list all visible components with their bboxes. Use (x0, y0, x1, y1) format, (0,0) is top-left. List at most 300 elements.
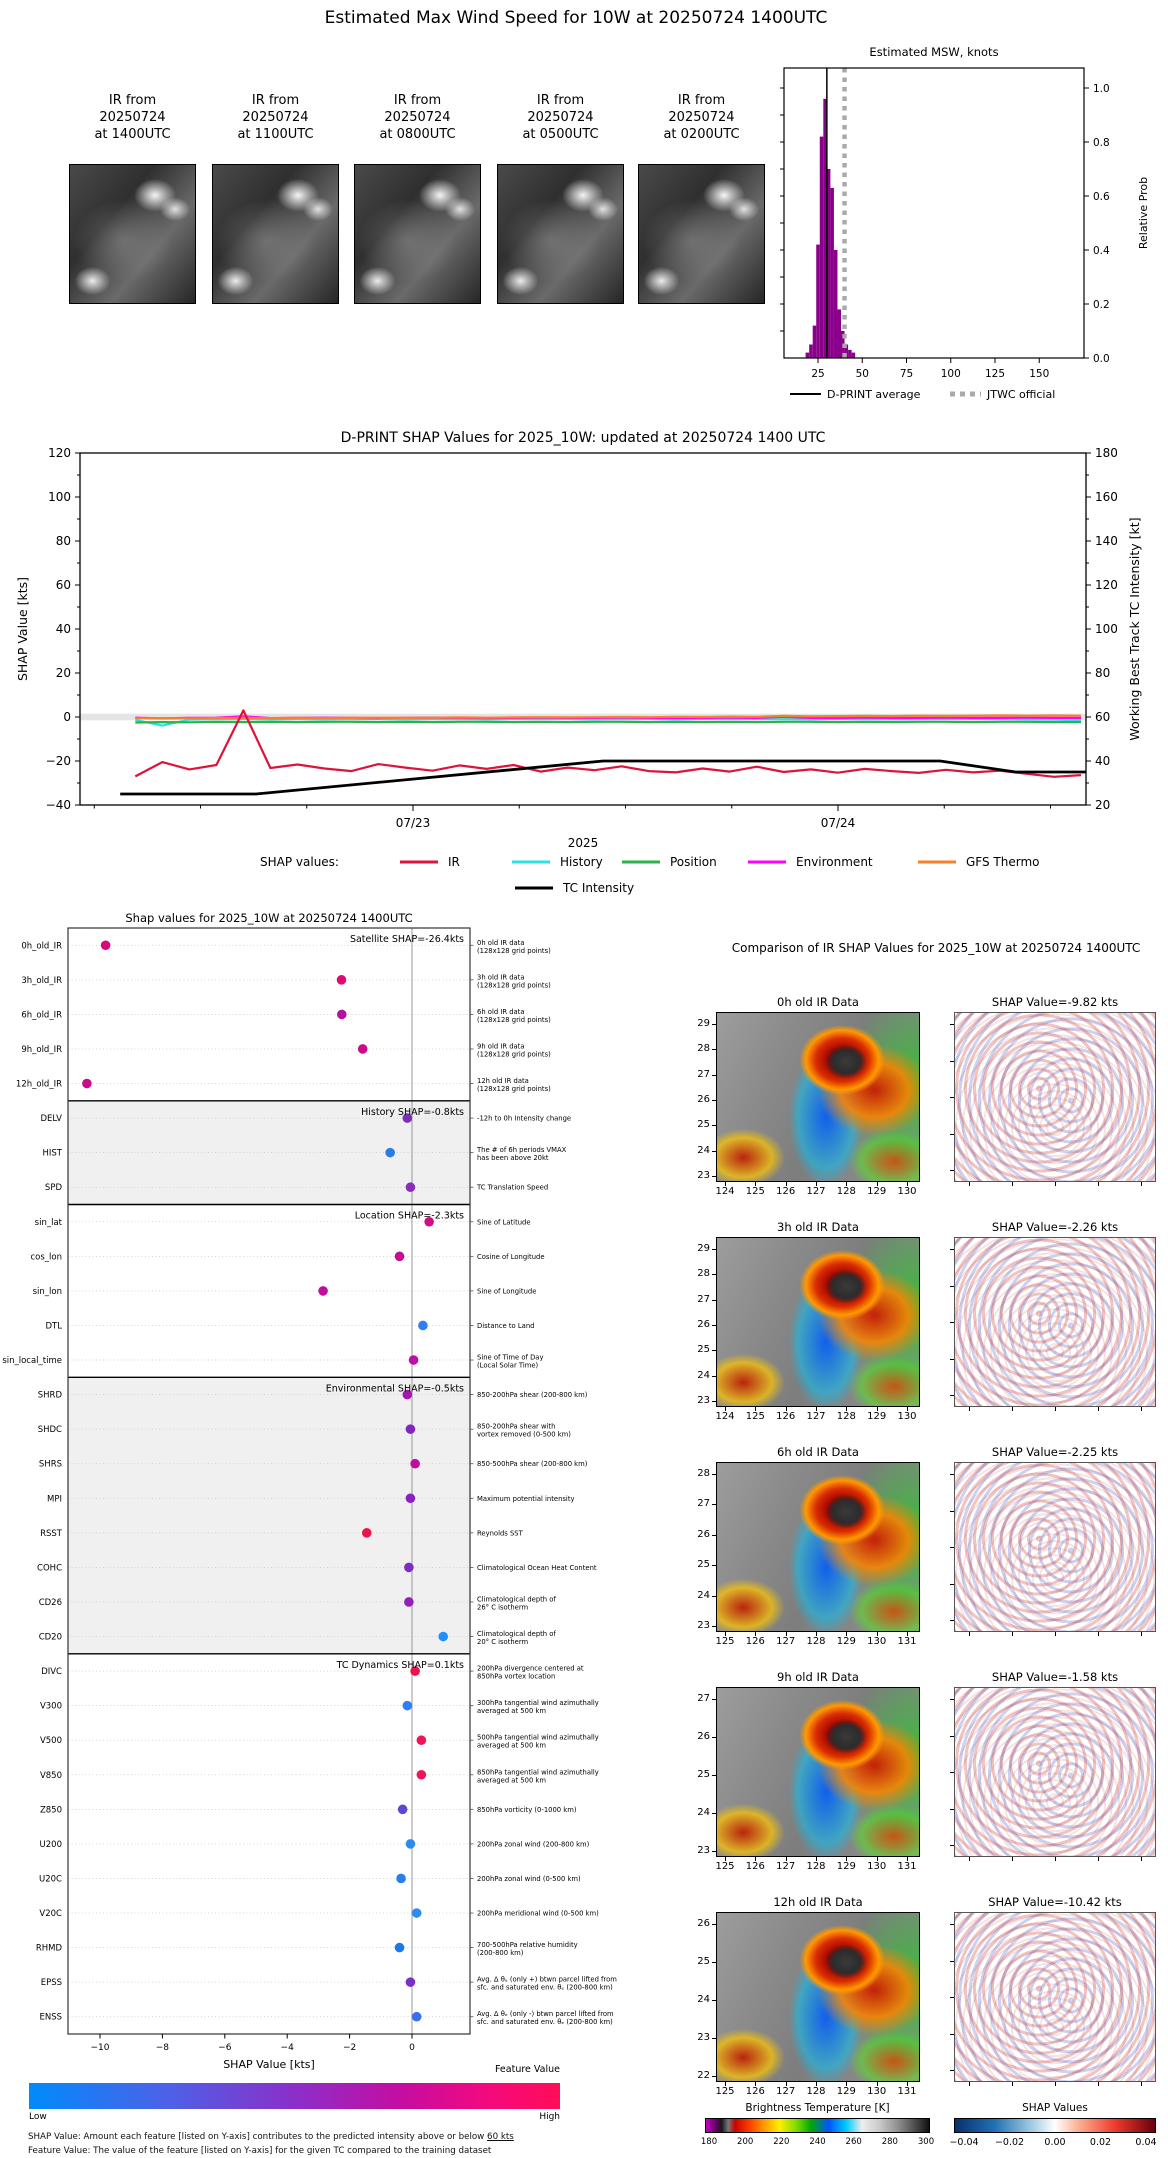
lon-tick-label: 124 (715, 1186, 735, 1197)
shap-value-panel (954, 1012, 1156, 1182)
right-tick-label: 60 (1095, 710, 1111, 724)
msw-histogram-chart (0, 0, 1168, 420)
lon-tick (725, 1632, 726, 1636)
caption-line: IR from (677, 93, 726, 108)
y-tick-label: 0.0 (1093, 353, 1110, 365)
bt-tick-label: 240 (809, 2137, 826, 2147)
feature-shap-dot (410, 1459, 420, 1469)
lon-tick-label: 128 (806, 2086, 826, 2097)
left-tick-label: 60 (55, 578, 71, 592)
lon-tick (816, 1857, 817, 1861)
shap-panel-tick (950, 1547, 954, 1548)
lon-tick-label: 125 (715, 1861, 735, 1872)
feature-description: Reynolds SST (477, 1529, 523, 1538)
caption-line: at 1100UTC (237, 127, 314, 143)
lat-tick (712, 1049, 716, 1050)
feature-description: Sine of Time of Day (477, 1353, 544, 1362)
x-tick-label: 25 (811, 368, 825, 380)
left-tick-label: −40 (45, 798, 71, 812)
shap-panel-tick (1055, 1857, 1056, 1861)
feature-label: SPD (44, 1183, 62, 1194)
feature-label: SHRD (37, 1390, 62, 1401)
left-tick-label: 80 (55, 534, 71, 548)
lon-tick (755, 1632, 756, 1636)
right-tick-label: 180 (1095, 446, 1118, 460)
ir-comparison-title: Comparison of IR SHAP Values for 2025_10W at 20250724 1400UTC (731, 941, 1141, 955)
histogram-bar (848, 350, 852, 358)
lat-tick (712, 1274, 716, 1275)
lon-tick (816, 1407, 817, 1411)
shap-panel-tick (1141, 1407, 1142, 1411)
feature-shap-dot (82, 1079, 92, 1089)
feature-shap-dot (406, 1493, 416, 1503)
feature-description: Sine of Longitude (477, 1287, 537, 1296)
feature-shap-dot (404, 1563, 414, 1573)
lat-tick-label: 25 (697, 1769, 710, 1780)
shap-panel-tick (950, 1511, 954, 1512)
shap-value-subtitle: SHAP Value=-10.42 kts (988, 1895, 1122, 1909)
histogram-bar (806, 353, 810, 358)
lon-tick-label: 131 (897, 1861, 917, 1872)
shapcb-tick-label: −0.02 (994, 2137, 1025, 2148)
lat-tick-label: 26 (697, 1918, 710, 1929)
feature-label: sin_local_time (2, 1356, 62, 1367)
legend-jtwc-label: JTWC official (987, 388, 1056, 401)
left-axis-label: SHAP Value [kts] (15, 576, 30, 682)
lon-tick (846, 1632, 847, 1636)
left-tick-label: −20 (45, 754, 71, 768)
lat-tick-label: 25 (697, 1344, 710, 1356)
x-tick-label: 75 (899, 368, 914, 380)
group-shap-annotation: TC Dynamics SHAP=0.1kts (336, 1659, 464, 1671)
shap-value-subtitle: SHAP Value=-9.82 kts (991, 995, 1119, 1009)
x-tick-label: −6 (218, 2043, 232, 2053)
ir-data-panel (716, 1012, 920, 1182)
feature-description: 850hPa tangential wind azimuthally (477, 1768, 599, 1777)
lat-tick-label: 29 (697, 1243, 710, 1254)
lat-tick-label: 26 (697, 1319, 710, 1330)
lon-tick-label: 129 (867, 1186, 887, 1197)
feature-label: ENSS (39, 2012, 62, 2023)
lat-tick-label: 28 (697, 1268, 710, 1280)
caption-line: at 0200UTC (663, 127, 740, 143)
feature-label: V500 (39, 1736, 62, 1747)
lon-tick-label: 129 (836, 2086, 856, 2097)
shap-feature-dot-plot (0, 900, 660, 2075)
feature-description: Sine of Latitude (477, 1218, 531, 1227)
feature-shap-dot (406, 1839, 416, 1849)
feature-shap-dot (438, 1632, 448, 1642)
feature-description: Cosine of Longitude (477, 1252, 545, 1261)
feature-label: 9h_old_IR (21, 1044, 62, 1055)
feature-shap-dot (417, 1735, 427, 1745)
lon-tick (725, 1857, 726, 1861)
histogram-bar (830, 188, 834, 358)
feature-shap-dot (403, 1701, 413, 1711)
shapcb-tick-label: 0.02 (1089, 2137, 1112, 2148)
feature-description: (Local Solar Time) (477, 1361, 539, 1370)
lon-tick-label: 128 (806, 1861, 826, 1872)
feature-description: vortex removed (0-500 km) (477, 1430, 571, 1439)
feature-description: 200hPa meridional wind (0-500 km) (477, 1909, 599, 1918)
lat-tick (712, 1024, 716, 1025)
lat-tick (712, 1249, 716, 1250)
feature-description: Climatological Ocean Heat Content (477, 1563, 597, 1572)
histogram-bar (809, 345, 813, 359)
feature-shap-dot (396, 1874, 406, 1884)
shap-values-colorbar (954, 2118, 1156, 2133)
histogram-bar (813, 326, 817, 358)
feature-label: sin_lon (32, 1286, 62, 1297)
lon-tick-label: 130 (897, 1186, 917, 1197)
shap-panel-tick (969, 1632, 970, 1636)
feature-shap-dot (385, 1148, 395, 1158)
feature-description: (128x128 grid points) (477, 981, 551, 990)
lat-tick-label: 23 (697, 1845, 710, 1856)
feature-value-high-label: High (539, 2112, 560, 2122)
dot-plot-title: Shap values for 2025_10W at 20250724 1400UTC (125, 911, 413, 925)
feature-shap-dot (358, 1044, 368, 1054)
left-tick-label: 0 (63, 710, 71, 724)
lon-tick-label: 125 (715, 2086, 735, 2097)
lat-tick-label: 25 (697, 1956, 710, 1967)
feature-shap-dot (406, 1977, 416, 1987)
x-tick-label: 07/24 (820, 816, 856, 830)
feature-description: Avg. Δ θₑ (only +) btwn parcel lifted from (477, 1975, 617, 1984)
shap-panel-tick (1055, 2082, 1056, 2086)
shap-panel-tick (1141, 2082, 1142, 2086)
legend-label-gfs-thermo: GFS Thermo (966, 855, 1040, 869)
histogram-title: Estimated MSW, knots (869, 45, 999, 59)
lon-tick-label: 125 (745, 1186, 765, 1197)
feature-shap-dot (417, 1770, 427, 1780)
feature-shap-dot (318, 1286, 328, 1296)
feature-label: V300 (39, 1701, 62, 1712)
shap-value-panel (954, 1462, 1156, 1632)
feature-description: Climatological depth of (477, 1630, 556, 1639)
feature-shap-dot (337, 1010, 347, 1020)
feature-description: 850-500hPa shear (200-800 km) (477, 1460, 588, 1469)
feature-description: 20° C isotherm (477, 1638, 529, 1647)
lon-tick (907, 1407, 908, 1411)
feature-description: 850hPa vorticity (0-1000 km) (477, 1805, 577, 1814)
lat-tick (712, 1151, 716, 1152)
caption-line: IR from (536, 93, 585, 108)
histogram-bar (852, 353, 856, 358)
caption-line: at 0800UTC (379, 127, 456, 143)
feature-description: The # of 6h periods VMAX (477, 1146, 567, 1155)
feature-description: 850-200hPa shear (200-800 km) (477, 1391, 588, 1400)
shap-panel-tick (950, 1997, 954, 1998)
lat-tick-label: 24 (697, 1144, 710, 1156)
lat-tick-label: 23 (697, 2032, 710, 2043)
histogram-bar (820, 137, 824, 358)
lat-tick (712, 1626, 716, 1627)
group-shap-annotation: History SHAP=-0.8kts (361, 1106, 464, 1118)
caption-line: 20250724 (99, 110, 166, 126)
lon-tick-label: 129 (836, 1861, 856, 1872)
shap-panel-tick (1098, 1182, 1099, 1186)
shap-value-footnote-text: SHAP Value: Amount each feature [listed on Y-axis] contributes to the predicted intensity above or below (28, 2132, 488, 2142)
group-shap-annotation: Location SHAP=-2.3kts (354, 1210, 464, 1222)
lat-tick (712, 1376, 716, 1377)
shap-panel-tick (1141, 1182, 1142, 1186)
shap-values-colorbar-title: SHAP Values (1022, 2102, 1088, 2114)
feature-description: averaged at 500 km (477, 1707, 546, 1716)
lon-tick-label: 126 (745, 1636, 765, 1647)
feature-label: CD20 (38, 1632, 62, 1643)
lon-tick (816, 1632, 817, 1636)
feature-label: RHMD (35, 1943, 62, 1954)
feature-description: 200hPa divergence centered at (477, 1664, 584, 1673)
shap-panel-tick (950, 1772, 954, 1773)
caption-line: 20250724 (242, 110, 309, 126)
left-tick-label: 100 (48, 490, 71, 504)
shap-timeseries-chart (0, 425, 1168, 897)
feature-label: SHDC (37, 1425, 62, 1436)
x-axis-label: 2025 (567, 836, 599, 850)
brightness-temp-colorbar-title: Brightness Temperature [K] (745, 2102, 890, 2114)
lat-tick (712, 1535, 716, 1536)
feature-description: Avg. Δ θₑ (only -) btwn parcel lifted from (477, 2010, 614, 2019)
left-tick-label: 120 (48, 446, 71, 460)
shap-panel-tick (969, 1407, 970, 1411)
x-tick-label: −4 (280, 2043, 294, 2053)
shap-panel-tick (950, 1249, 954, 1250)
lon-tick (907, 1632, 908, 1636)
right-tick-label: 40 (1095, 754, 1111, 768)
lon-tick (816, 2082, 817, 2086)
feature-label: CD26 (38, 1597, 62, 1608)
right-axis-label: Working Best Track TC Intensity [kt] (1127, 517, 1142, 741)
shap-panel-tick (1141, 1857, 1142, 1861)
shap-panel-tick (950, 1286, 954, 1287)
legend-dprint-label: D-PRINT average (827, 388, 921, 401)
x-tick-label: 50 (855, 368, 869, 380)
lat-tick (712, 1504, 716, 1505)
feature-label: V850 (39, 1770, 62, 1781)
feature-shap-dot (337, 975, 347, 985)
lon-tick-label: 131 (897, 1636, 917, 1647)
ir-data-subtitle: 6h old IR Data (777, 1445, 859, 1459)
feature-shap-dot (404, 1597, 414, 1607)
lon-tick-label: 127 (806, 1411, 826, 1422)
shap-panel-tick (950, 2070, 954, 2071)
lon-tick (846, 1407, 847, 1411)
feature-label: HIST (42, 1148, 62, 1159)
lon-tick-label: 130 (897, 1411, 917, 1422)
feature-label: sin_lat (34, 1217, 62, 1228)
shap-panel-tick (950, 1395, 954, 1396)
lon-tick-label: 130 (867, 1636, 887, 1647)
feature-description: 9h old IR data (477, 1042, 525, 1051)
shap-panel-tick (1012, 1182, 1013, 1186)
shap-panel-tick (950, 1024, 954, 1025)
feature-value-colorbar (29, 2083, 560, 2109)
lon-tick-label: 128 (836, 1411, 856, 1422)
feature-shap-dot (412, 1908, 422, 1918)
feature-label: 0h_old_IR (21, 941, 62, 952)
lon-tick (846, 1857, 847, 1861)
lon-tick (786, 1407, 787, 1411)
feature-description: Maximum potential intensity (477, 1494, 575, 1503)
x-tick-label: −8 (155, 2043, 170, 2053)
shap-value-panel (954, 1912, 1156, 2082)
lat-tick-label: 24 (697, 1807, 710, 1818)
feature-label: MPI (47, 1494, 62, 1505)
ir-data-panel (716, 1237, 920, 1407)
shapcb-tick-label: −0.04 (949, 2137, 979, 2148)
lat-tick (712, 1401, 716, 1402)
caption-line: IR from (393, 93, 442, 108)
lat-tick-label: 27 (697, 1693, 710, 1704)
lon-tick-label: 130 (867, 2086, 887, 2097)
lon-tick (877, 1407, 878, 1411)
lat-tick-label: 27 (697, 1293, 710, 1305)
feature-description: 300hPa tangential wind azimuthally (477, 1699, 599, 1708)
lon-tick (877, 2082, 878, 2086)
y-tick-label: 1.0 (1093, 83, 1110, 95)
feature-shap-dot (412, 2012, 422, 2022)
x-tick-label: 0 (409, 2043, 415, 2053)
lat-tick (712, 1100, 716, 1101)
lat-tick-label: 23 (697, 1620, 710, 1631)
lon-tick-label: 126 (776, 1411, 796, 1422)
bt-tick-label: 260 (845, 2137, 862, 2147)
histogram-ylabel: Relative Prob (1137, 176, 1150, 250)
feature-description: 3h old IR data (477, 973, 525, 982)
shap-value-footnote (28, 2132, 514, 2142)
lon-tick-label: 126 (745, 1861, 765, 1872)
shap-value-subtitle: SHAP Value=-2.25 kts (991, 1445, 1119, 1459)
shap-panel-tick (1055, 1632, 1056, 1636)
feature-shap-dot (395, 1252, 405, 1262)
feature-label: 12h_old_IR (15, 1079, 62, 1090)
lon-tick-label: 128 (806, 1636, 826, 1647)
shap-panel-tick (950, 1061, 954, 1062)
lat-tick-label: 22 (697, 2070, 710, 2081)
feature-value-colorbar-title: Feature Value (494, 2064, 560, 2075)
shap-panel-tick (1055, 1182, 1056, 1186)
lon-tick (755, 1407, 756, 1411)
feature-label: 3h_old_IR (21, 975, 62, 986)
legend-label-environment: Environment (796, 855, 873, 869)
feature-label: U20C (39, 1874, 62, 1885)
shap-threshold: 60 kts (487, 2132, 514, 2142)
feature-description: 0h old IR data (477, 938, 525, 947)
shap-value-subtitle: SHAP Value=-2.26 kts (991, 1220, 1119, 1234)
right-tick-label: 140 (1095, 534, 1118, 548)
feature-shap-dot (395, 1943, 405, 1953)
feature-shap-dot (406, 1182, 416, 1192)
lon-tick (877, 1632, 878, 1636)
shap-panel-tick (950, 1474, 954, 1475)
shap-panel-tick (950, 1961, 954, 1962)
ir-data-subtitle: 12h old IR Data (773, 1895, 863, 1909)
lon-tick (786, 2082, 787, 2086)
lon-tick-label: 124 (715, 1411, 735, 1422)
shap-value-subtitle: SHAP Value=-1.58 kts (991, 1670, 1119, 1684)
lat-tick (712, 1300, 716, 1301)
lon-tick-label: 126 (745, 2086, 765, 2097)
shap-panel-tick (950, 1620, 954, 1621)
shap-panel-tick (950, 1584, 954, 1585)
lon-tick-label: 127 (776, 1861, 796, 1872)
lat-tick-label: 26 (697, 1731, 710, 1742)
shap-panel-tick (950, 1699, 954, 1700)
lon-tick-label: 127 (806, 1186, 826, 1197)
shap-panel-tick (1098, 1632, 1099, 1636)
lat-tick (712, 1813, 716, 1814)
lat-tick (712, 1350, 716, 1351)
bt-tick-label: 220 (773, 2137, 790, 2147)
shap-value-panel (954, 1687, 1156, 1857)
legend-label-position: Position (670, 855, 717, 869)
caption-line: IR from (108, 93, 157, 108)
shap-panel-tick (969, 2082, 970, 2086)
right-tick-label: 120 (1095, 578, 1118, 592)
lat-tick (712, 1851, 716, 1852)
lat-tick (712, 1125, 716, 1126)
lat-tick-label: 24 (697, 1589, 710, 1601)
shap-panel-tick (1098, 2082, 1099, 2086)
shap-panel-tick (950, 1322, 954, 1323)
lat-tick-label: 26 (697, 1528, 710, 1540)
lat-tick (712, 1699, 716, 1700)
shap-panel-tick (1012, 1857, 1013, 1861)
lat-tick (712, 2000, 716, 2001)
feature-description: 6h old IR data (477, 1007, 525, 1016)
y-tick-label: 0.8 (1093, 137, 1110, 149)
feature-description: 12h old IR data (477, 1077, 529, 1086)
legend-label-tc-intensity: TC Intensity (563, 881, 635, 895)
right-tick-label: 20 (1095, 798, 1111, 812)
lon-tick (786, 1182, 787, 1186)
lon-tick-label: 128 (836, 1186, 856, 1197)
lon-tick (846, 2082, 847, 2086)
shap-panel-tick (1012, 1407, 1013, 1411)
feature-shap-dot (362, 1528, 372, 1538)
lat-tick-label: 23 (697, 1170, 710, 1181)
feature-description: 700-500hPa relative humidity (477, 1941, 578, 1950)
lon-tick-label: 125 (715, 1636, 735, 1647)
feature-label: cos_lon (30, 1252, 62, 1263)
feature-label: SHRS (38, 1459, 62, 1470)
feature-description: 850-200hPa shear with (477, 1422, 556, 1431)
shap-panel-tick (950, 1097, 954, 1098)
lon-tick (907, 1182, 908, 1186)
lon-tick-label: 131 (897, 2086, 917, 2097)
histogram-bar (837, 309, 841, 358)
feature-description: sfc. and saturated env. θₑ (200-800 km) (477, 2018, 613, 2027)
lat-tick-label: 25 (697, 1559, 710, 1571)
shapcb-tick-label: 0.04 (1135, 2137, 1157, 2148)
feature-description: (128x128 grid points) (477, 1085, 551, 1094)
lat-tick (712, 1737, 716, 1738)
feature-description: 500hPa tangential wind azimuthally (477, 1733, 599, 1742)
group-shap-annotation: Satellite SHAP=-26.4kts (349, 934, 464, 945)
ir-data-subtitle: 9h old IR Data (777, 1670, 859, 1684)
feature-label: V20C (39, 1909, 62, 1920)
right-tick-label: 80 (1095, 666, 1111, 680)
lat-tick (712, 2038, 716, 2039)
x-tick-label: 07/23 (395, 816, 431, 830)
x-tick-label: −10 (90, 2043, 110, 2053)
lon-tick (877, 1182, 878, 1186)
caption-line: at 0500UTC (522, 127, 599, 143)
feature-description: 850hPa vortex location (477, 1672, 556, 1681)
caption-line: at 1400UTC (94, 127, 171, 143)
